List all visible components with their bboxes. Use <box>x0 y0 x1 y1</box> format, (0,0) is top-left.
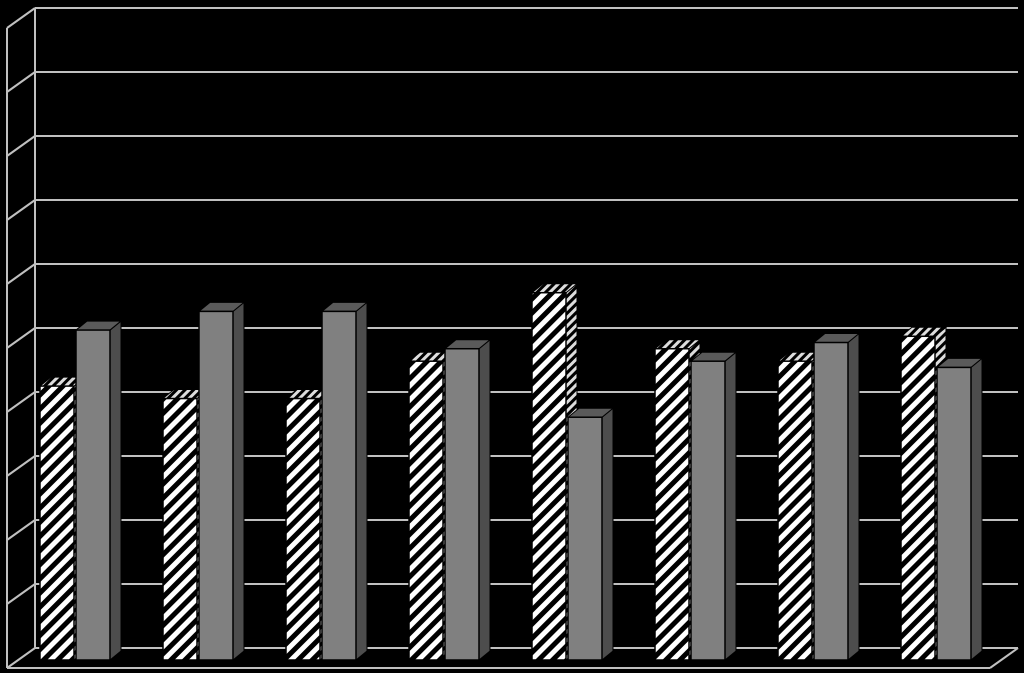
bar-front <box>163 399 197 660</box>
gridline-side <box>7 136 35 156</box>
bar-side <box>971 358 982 660</box>
gridline-side <box>7 392 35 412</box>
gridline-side <box>7 520 35 540</box>
gridline-side <box>7 200 35 220</box>
bar-front <box>778 361 812 660</box>
bar-side <box>233 302 244 660</box>
bar-front <box>76 330 110 660</box>
bar-front <box>322 311 356 660</box>
bar-side <box>848 334 859 660</box>
gridline-side <box>7 72 35 92</box>
bar-side <box>725 352 736 660</box>
gridline-side <box>7 584 35 604</box>
bar-front <box>286 399 320 660</box>
bar-front <box>199 311 233 660</box>
gridline-side <box>7 264 35 284</box>
bar-front <box>568 417 602 660</box>
gridline-side <box>7 648 35 668</box>
bar-front <box>655 349 689 660</box>
bar-front <box>937 367 971 660</box>
bar-front <box>814 343 848 660</box>
bar-series2-cat3 <box>322 302 367 660</box>
bar-side <box>602 408 613 660</box>
bar-series2-cat8 <box>937 358 982 660</box>
bar-side <box>110 321 121 660</box>
bar-front <box>409 361 443 660</box>
gridline-side <box>7 8 35 28</box>
floor-right-edge <box>990 648 1018 668</box>
bar-series2-cat2 <box>199 302 244 660</box>
bar-front <box>691 361 725 660</box>
bars <box>40 284 982 660</box>
bar-series2-cat6 <box>691 352 736 660</box>
gridline-side <box>7 328 35 348</box>
bar-series2-cat5 <box>568 408 613 660</box>
bar-side <box>479 340 490 660</box>
bar-series2-cat7 <box>814 334 859 660</box>
bar-front <box>40 386 74 660</box>
bar-front <box>532 293 566 660</box>
gridlines <box>7 8 1018 668</box>
gridline-side <box>7 456 35 476</box>
bar-front <box>901 336 935 660</box>
bar-series2-cat1 <box>76 321 121 660</box>
bar-series2-cat4 <box>445 340 490 660</box>
bar-front <box>445 349 479 660</box>
bar-side <box>356 302 367 660</box>
